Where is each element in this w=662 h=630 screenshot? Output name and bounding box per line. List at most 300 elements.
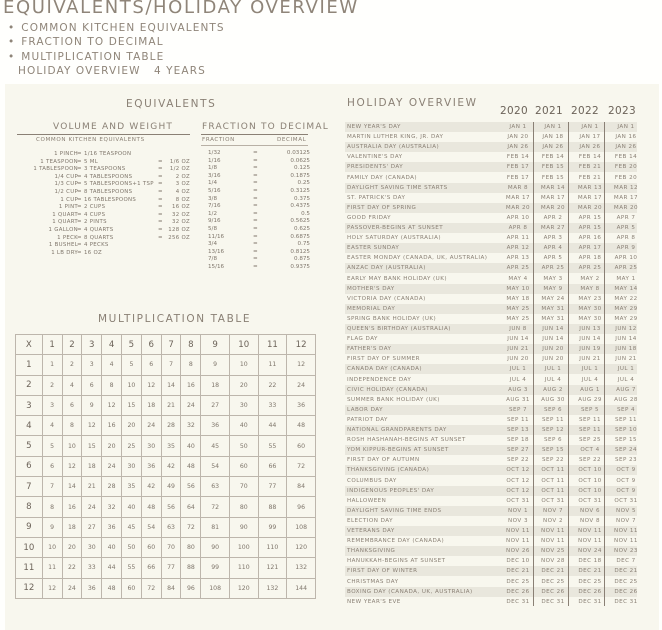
product-cell: 77 xyxy=(258,477,287,497)
equivalent-amount: 1 LB DRY xyxy=(51,249,78,256)
holiday-date: NOV 23 xyxy=(614,548,638,555)
holiday-date: FEB 20 xyxy=(614,164,638,171)
decimal-value: 0.3125 xyxy=(290,188,310,194)
product-cell: 72 xyxy=(141,578,161,598)
holiday-name: MARTIN LUTHER KING, JR. DAY xyxy=(347,134,444,141)
holiday-row xyxy=(345,354,637,364)
product-cell: 12 xyxy=(141,375,161,395)
holiday-date: DEC 7 xyxy=(616,558,636,565)
product-cell: 121 xyxy=(258,558,287,578)
fraction-row xyxy=(208,256,310,264)
holiday-date: MAR 20 xyxy=(577,204,603,211)
holiday-date: DEC 25 xyxy=(506,578,530,585)
decimal-value: 0.75 xyxy=(297,241,310,248)
fraction-value: 3/4 xyxy=(208,241,218,248)
holiday-date: MAY 24 xyxy=(541,295,565,302)
holiday-date: SEP 11 xyxy=(541,416,565,423)
holiday-date: JAN 26 xyxy=(507,144,529,151)
fraction-row xyxy=(208,211,310,219)
holiday-row xyxy=(345,526,637,536)
holiday-row xyxy=(345,243,637,253)
product-cell: 72 xyxy=(201,497,230,517)
holiday-date: SEP 22 xyxy=(578,457,602,464)
holiday-date: APR 25 xyxy=(614,265,638,272)
holiday-row xyxy=(345,304,637,314)
table-row xyxy=(16,395,316,415)
holiday-date: OCT 31 xyxy=(614,497,638,504)
holiday-name: COLUMBUS DAY xyxy=(347,477,397,484)
ounce-value: 128 OZ xyxy=(168,227,190,233)
holiday-row xyxy=(345,425,637,435)
fraction-decimal-title: FRACTION TO DECIMAL xyxy=(202,122,329,132)
holiday-date: OCT 4 xyxy=(580,447,600,454)
holiday-row xyxy=(345,415,637,425)
table-row xyxy=(16,578,316,598)
product-cell: 27 xyxy=(82,517,102,537)
decimal-value: 0.0625 xyxy=(290,157,310,164)
equals-sign: = xyxy=(253,210,258,217)
product-cell: 40 xyxy=(229,416,258,436)
holiday-name: GOOD FRIDAY xyxy=(347,214,391,221)
fraction-value: 7/8 xyxy=(208,256,218,263)
year-header: 2021 xyxy=(535,105,563,117)
product-cell: 108 xyxy=(287,517,316,537)
holiday-date: JUN 21 xyxy=(507,346,529,353)
holiday-name: MOTHER'S DAY xyxy=(347,285,395,292)
holiday-date: APR 15 xyxy=(578,214,602,221)
product-cell: 7 xyxy=(161,355,181,375)
product-cell: 99 xyxy=(201,558,230,578)
holiday-date: MAY 1 xyxy=(616,275,636,282)
holiday-row xyxy=(345,294,637,304)
product-cell: 88 xyxy=(258,497,287,517)
fraction-value: 7/16 xyxy=(208,203,221,210)
holiday-name: ST. PATRICK'S DAY xyxy=(347,194,406,201)
fraction-row xyxy=(208,158,310,166)
holiday-date: MAY 31 xyxy=(541,305,565,312)
holiday-row xyxy=(345,284,637,294)
holiday-date: JAN 18 xyxy=(542,134,564,141)
contents-list xyxy=(8,21,225,79)
ounce-value: 32 OZ xyxy=(171,219,190,226)
product-cell: 48 xyxy=(141,497,161,517)
holiday-date: DEC 18 xyxy=(578,558,602,565)
fraction-value: 9/16 xyxy=(208,218,221,225)
holiday-date: DEC 31 xyxy=(578,598,602,605)
product-cell: 80 xyxy=(229,497,258,517)
product-cell: 110 xyxy=(229,558,258,578)
holiday-name: THANKSGIVING xyxy=(347,548,396,555)
product-cell: 36 xyxy=(201,416,230,436)
holiday-date: JAN 26 xyxy=(615,144,637,151)
product-cell: 8 xyxy=(181,355,201,375)
product-cell: 49 xyxy=(161,477,181,497)
equals-sign: = xyxy=(253,256,258,263)
holiday-name: HANUKKAH-BEGINS AT SUNSET xyxy=(347,558,446,565)
holiday-date: MAR 20 xyxy=(613,204,639,211)
holiday-date: DEC 26 xyxy=(506,588,530,595)
holiday-date: JUN 12 xyxy=(615,326,637,332)
holiday-name: FIRST DAY OF AUTUMN xyxy=(347,457,420,464)
fraction-row xyxy=(208,180,310,188)
holiday-date: MAY 30 xyxy=(578,315,602,322)
row-header: 10 xyxy=(16,537,43,557)
equals-sign: = xyxy=(253,195,258,202)
fraction-value: 1/4 xyxy=(208,180,218,187)
product-cell: 120 xyxy=(287,537,316,557)
holiday-name: FATHER'S DAY xyxy=(347,346,392,353)
holiday-date: OCT 10 xyxy=(578,477,602,484)
volume-weight-row xyxy=(17,189,190,197)
holiday-row xyxy=(345,324,637,334)
product-cell: 32 xyxy=(102,497,122,517)
product-cell: 20 xyxy=(122,416,142,436)
holiday-name: VICTORIA DAY (CANADA) xyxy=(347,295,426,302)
volume-weight-title: VOLUME AND WEIGHT xyxy=(53,122,174,132)
product-cell: 4 xyxy=(102,355,122,375)
holiday-date: APR 16 xyxy=(578,235,602,242)
holiday-date: NOV 8 xyxy=(580,517,600,524)
holiday-name: EASTER SUNDAY xyxy=(347,245,400,252)
holiday-title: HOLIDAY OVERVIEW xyxy=(347,97,478,109)
product-cell: 4 xyxy=(62,375,82,395)
fraction-row xyxy=(208,150,310,158)
holiday-date: NOV 11 xyxy=(506,528,530,534)
ounce-value: 2 OZ xyxy=(175,173,190,180)
holiday-date: DEC 21 xyxy=(506,568,530,575)
holiday-date: MAY 25 xyxy=(506,305,530,312)
holiday-date: SEP 10 xyxy=(614,427,638,433)
holiday-row xyxy=(345,334,637,344)
product-cell: 12 xyxy=(62,456,82,476)
holiday-date: FEB 15 xyxy=(541,164,565,171)
decimal-value: 0.4375 xyxy=(290,203,310,210)
equivalent-amount: 1 PECK xyxy=(57,234,78,241)
holiday-date: SEP 6 xyxy=(543,437,563,444)
fraction-row xyxy=(208,218,310,226)
equivalent-amount: 1 GALLON xyxy=(48,227,78,233)
product-cell: 21 xyxy=(161,395,181,415)
equivalent-value: 16 OZ xyxy=(84,249,103,256)
product-cell: 6 xyxy=(141,355,161,375)
holiday-date: MAY 31 xyxy=(541,315,565,322)
holiday-date: MAR 20 xyxy=(505,204,531,211)
row-header: 8 xyxy=(16,497,43,517)
product-cell: 44 xyxy=(258,416,287,436)
column-header: 11 xyxy=(258,335,287,355)
equivalent-value: 8 QUARTS xyxy=(84,234,114,241)
product-cell: 1 xyxy=(42,355,62,375)
volume-weight-row xyxy=(17,197,190,205)
holiday-date: AUG 31 xyxy=(506,396,530,403)
holiday-date: NOV 7 xyxy=(616,517,636,524)
year-header: 2023 xyxy=(608,105,636,117)
holiday-date: FEB 14 xyxy=(614,154,638,161)
volume-weight-row xyxy=(17,227,190,235)
row-header: 3 xyxy=(16,395,43,415)
product-cell: 11 xyxy=(258,355,287,375)
row-header: 12 xyxy=(16,578,43,598)
fraction-row xyxy=(208,226,310,234)
ounce-value: 1/6 OZ xyxy=(169,158,190,165)
holiday-date: APR 10 xyxy=(506,214,530,221)
holiday-row xyxy=(345,193,637,203)
holiday-name: ANZAC DAY (AUSTRALIA) xyxy=(347,265,426,272)
product-cell: 6 xyxy=(62,395,82,415)
volume-weight-row xyxy=(17,174,190,182)
row-header: 1 xyxy=(16,355,43,375)
fraction-value: 13/16 xyxy=(208,248,225,255)
holiday-row xyxy=(345,344,637,354)
divider xyxy=(201,134,308,135)
holiday-row xyxy=(345,274,637,284)
product-cell: 44 xyxy=(102,558,122,578)
fraction-value: 3/8 xyxy=(208,195,218,202)
equivalent-value: 2 CUPS xyxy=(84,204,106,211)
holiday-date: JUL 4 xyxy=(509,376,527,383)
holiday-row xyxy=(345,506,637,516)
product-cell: 48 xyxy=(181,456,201,476)
holiday-date: JUN 14 xyxy=(542,326,564,332)
product-cell: 24 xyxy=(82,497,102,517)
equals-sign: = xyxy=(253,226,258,232)
decimal-value: 0.9375 xyxy=(290,264,310,270)
holiday-name: YOM KIPPUR-BEGINS AT SUNSET xyxy=(347,447,449,454)
contents-item: • MULTIPLICATION TABLE xyxy=(8,50,225,64)
holiday-name: SPRING BANK HOLIDAY (UK) xyxy=(347,315,437,322)
holiday-name: PATRIOT DAY xyxy=(347,416,388,423)
product-cell: 5 xyxy=(42,436,62,456)
holiday-date: JUN 20 xyxy=(507,356,529,363)
holiday-date: OCT 11 xyxy=(541,467,565,474)
equals-sign: = xyxy=(77,166,82,173)
holiday-row xyxy=(345,546,637,556)
product-cell: 30 xyxy=(141,436,161,456)
volume-weight-row xyxy=(17,235,190,243)
holiday-date: NOV 11 xyxy=(614,538,638,545)
holiday-date: JAN 1 xyxy=(617,124,635,130)
product-cell: 42 xyxy=(141,477,161,497)
holiday-date: OCT 9 xyxy=(616,477,636,484)
product-cell: 20 xyxy=(62,537,82,557)
holiday-row xyxy=(345,516,637,526)
holiday-date: MAY 29 xyxy=(614,305,638,312)
product-cell: 21 xyxy=(82,477,102,497)
column-divider xyxy=(604,122,605,606)
table-row xyxy=(16,456,316,476)
holiday-date: SEP 27 xyxy=(506,447,530,454)
holiday-date: APR 18 xyxy=(578,255,602,262)
holiday-date: AUG 30 xyxy=(541,396,565,403)
holiday-name: VETERANS DAY xyxy=(347,528,395,534)
holiday-name: CANADA DAY (CANADA) xyxy=(347,366,423,373)
holiday-date: NOV 11 xyxy=(578,538,602,545)
equals-sign: = xyxy=(253,233,258,240)
fraction-row xyxy=(208,196,310,204)
year-header: 2022 xyxy=(571,105,599,117)
equivalent-amount: 1 TABLESPOON xyxy=(33,166,78,173)
holiday-date: JAN 26 xyxy=(579,144,601,151)
product-cell: 16 xyxy=(181,375,201,395)
holiday-name: PASSOVER-BEGINS AT SUNSET xyxy=(347,225,444,231)
holiday-date: DEC 31 xyxy=(506,598,530,605)
product-cell: 24 xyxy=(62,578,82,598)
product-cell: 15 xyxy=(82,436,102,456)
holiday-row xyxy=(345,566,637,576)
product-cell: 27 xyxy=(201,395,230,415)
holiday-date: FEB 21 xyxy=(578,174,602,181)
equals-sign: = xyxy=(77,211,82,218)
holiday-date: AUG 2 xyxy=(543,386,563,393)
product-cell: 50 xyxy=(122,537,142,557)
holiday-date: APR 10 xyxy=(614,255,638,262)
holiday-date: SEP 22 xyxy=(506,457,530,464)
fraction-row xyxy=(208,188,310,196)
holiday-date: MAR 17 xyxy=(505,194,531,201)
holiday-date: DEC 26 xyxy=(614,588,638,595)
holiday-row xyxy=(345,314,637,324)
equivalent-amount: 1/4 CUP xyxy=(54,173,78,180)
holiday-row xyxy=(345,395,637,405)
holiday-date: APR 7 xyxy=(616,214,636,221)
decimal-value: 0.5 xyxy=(301,210,310,217)
decimal-column-header: DECIMAL xyxy=(277,137,307,143)
holiday-date: JUL 1 xyxy=(617,366,635,373)
product-cell: 12 xyxy=(82,416,102,436)
product-cell: 18 xyxy=(82,456,102,476)
product-cell: 81 xyxy=(201,517,230,537)
holiday-date: MAR 17 xyxy=(577,194,603,201)
product-cell: 2 xyxy=(42,375,62,395)
equals-sign: = xyxy=(253,264,258,270)
holiday-row xyxy=(345,445,637,455)
holiday-row xyxy=(345,173,637,183)
fraction-value: 1/16 xyxy=(208,157,221,164)
product-cell: 36 xyxy=(141,456,161,476)
holiday-date: FEB 17 xyxy=(506,174,530,181)
product-cell: 14 xyxy=(161,375,181,395)
holiday-date: MAY 22 xyxy=(614,295,638,302)
holiday-date: JUN 8 xyxy=(509,326,527,332)
equals-sign: = xyxy=(253,248,258,255)
holiday-name: THANKSGIVING (CANADA) xyxy=(347,467,430,474)
product-cell: 36 xyxy=(287,395,316,415)
holiday-name: REMEMBRANCE DAY (CANADA) xyxy=(347,538,445,545)
holiday-row xyxy=(345,132,637,142)
holiday-date: DEC 21 xyxy=(614,568,638,575)
equals-sign: = xyxy=(77,249,82,256)
content-panel xyxy=(5,84,659,630)
equals-sign: = xyxy=(158,196,163,203)
product-cell: 64 xyxy=(181,497,201,517)
holiday-date: APR 13 xyxy=(506,255,530,262)
holiday-date: MAY 23 xyxy=(578,295,602,302)
divider xyxy=(17,134,190,135)
holiday-date: NOV 7 xyxy=(543,507,563,514)
row-header: 2 xyxy=(16,375,43,395)
product-cell: 96 xyxy=(287,497,316,517)
row-header: 6 xyxy=(16,456,43,476)
holiday-date: DEC 21 xyxy=(541,568,565,575)
product-cell: 22 xyxy=(258,375,287,395)
equivalent-amount: 1/3 CUP xyxy=(54,181,78,188)
multiplication-title: MULTIPLICATION TABLE xyxy=(98,313,252,325)
holiday-name: NEW YEAR'S DAY xyxy=(347,124,401,130)
holiday-date: JUL 4 xyxy=(617,376,635,383)
holiday-date: NOV 11 xyxy=(578,528,602,534)
holiday-date: SEP 15 xyxy=(541,447,565,454)
fraction-decimal-list xyxy=(208,150,310,275)
ounce-value: 32 OZ xyxy=(171,211,190,218)
holiday-date: NOV 11 xyxy=(614,528,638,534)
holiday-date: JUN 21 xyxy=(615,356,637,363)
column-header: 12 xyxy=(287,335,316,355)
fraction-column-header: FRACTION xyxy=(202,137,235,143)
holiday-name: MEMORIAL DAY xyxy=(347,305,396,312)
holiday-date: SEP 11 xyxy=(578,427,602,433)
fraction-row xyxy=(208,241,310,249)
product-cell: 20 xyxy=(102,436,122,456)
holiday-date: FEB 17 xyxy=(506,164,530,171)
product-cell: 9 xyxy=(42,517,62,537)
holiday-date: AUG 7 xyxy=(616,386,636,393)
product-cell: 9 xyxy=(201,355,230,375)
holiday-date: SEP 11 xyxy=(578,416,602,423)
fraction-row xyxy=(208,203,310,211)
product-cell: 77 xyxy=(161,558,181,578)
holiday-date: APR 12 xyxy=(506,245,530,252)
volume-weight-list xyxy=(17,151,190,261)
holiday-row xyxy=(345,476,637,486)
fraction-value: 1/32 xyxy=(208,150,221,156)
table-row xyxy=(16,355,316,375)
holiday-date: APR 25 xyxy=(578,265,602,272)
holiday-name: FLAG DAY xyxy=(347,336,378,343)
table-row xyxy=(16,517,316,537)
holiday-date: MAR 12 xyxy=(613,184,639,191)
product-cell: 72 xyxy=(287,456,316,476)
holiday-row xyxy=(345,385,637,395)
product-cell: 66 xyxy=(258,456,287,476)
product-cell: 11 xyxy=(42,558,62,578)
product-cell: 80 xyxy=(181,537,201,557)
holiday-row xyxy=(345,597,637,607)
product-cell: 60 xyxy=(141,537,161,557)
row-header: 11 xyxy=(16,558,43,578)
product-cell: 40 xyxy=(181,436,201,456)
volume-weight-row xyxy=(17,159,190,167)
equals-sign: = xyxy=(253,172,258,179)
holiday-row xyxy=(345,486,637,496)
product-cell: 35 xyxy=(161,436,181,456)
holiday-date: OCT 12 xyxy=(506,467,530,474)
column-header: 1 xyxy=(42,335,62,355)
equals-sign: = xyxy=(77,234,82,241)
ounce-value: 256 OZ xyxy=(168,234,190,241)
holiday-name: SUMMER BANK HOLIDAY (UK) xyxy=(347,396,440,403)
holiday-date: DEC 21 xyxy=(578,568,602,575)
decimal-value: 0.375 xyxy=(293,195,310,202)
product-cell: 4 xyxy=(42,416,62,436)
equals-sign: = xyxy=(77,158,82,165)
holiday-row xyxy=(345,152,637,162)
fraction-value: 5/16 xyxy=(208,188,221,194)
holiday-date: MAY 3 xyxy=(543,275,563,282)
volume-weight-row xyxy=(17,204,190,212)
equals-sign: = xyxy=(253,180,258,187)
holiday-date: SEP 25 xyxy=(578,437,602,444)
product-cell: 108 xyxy=(201,578,230,598)
